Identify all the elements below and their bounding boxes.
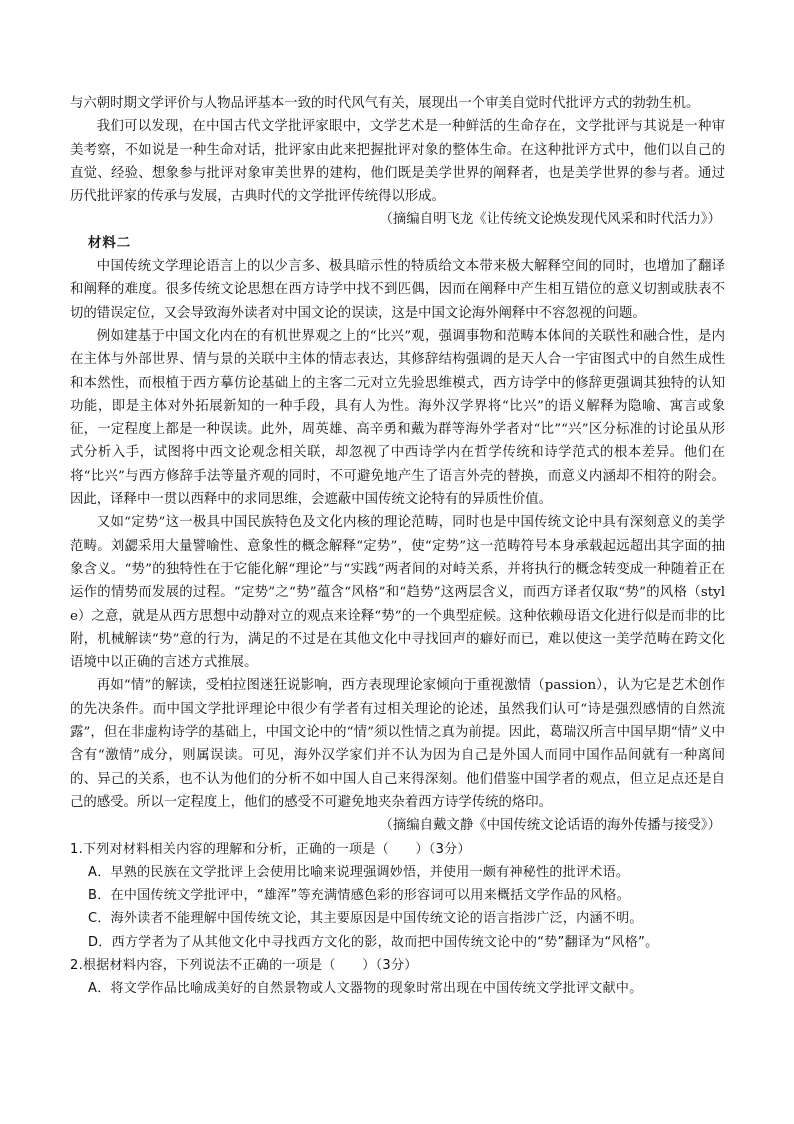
exam-page [70,92,725,1001]
body-paragraph: 再如“情”的解读，受柏拉图迷狂说影响，西方表现理论家倾向于重视激情（passion），认为它是艺术创作的先决条件。而中国文学批评理论中很少有学者有过相关理论的论述，虽然我们认可“诗是强烈感情的自然流露”，但在非虚构诗学的基础上，中国文论中的“情”须以性情之真为前提。因此，葛瑞汉所言中国早期“情”义中含有“激情”成分，则属误读。可见，海外汉学家们并不认为因为自己是外国人而同中国作品间就有一种离间的、异己的关系，也不认为他们的分析不如中国人自己来得深刻。他们借鉴中国学者的观点，但立足点还是自己的感受。所以一定程度上，他们的感受不可避免地夹杂着西方诗学传统的烙印。 [70,678,725,810]
question-1-choice-b: B．在中国传统文学批评中，“雄浑”等充满情感色彩的形容词可以用来概括文学作品的风格。 [88,888,630,904]
question-1-choice-d: D．西方学者为了从其他文化中寻找西方文化的影，故而把中国传统文论中的“势”翻译为“风格”。 [88,934,659,950]
source-citation-1: （摘编自明飞龙《让传统文论焕发现代风采和时代活力》） [379,212,721,228]
body-paragraph: 又如“定势”这一极具中国民族特色及文化内核的理论范畴，同时也是中国传统文论中具有深刻意义的美学范畴。刘勰采用大量譬喻性、意象性的概念解释“定势”，使“定势”这一范畴符号本身承载起远超出其字面的抽象含义。“势”的独特性在于它能化解“理论”与“实践”两者间的对峙关系，并将执行的概念转变成一种随着正在运作的情势而发展的过程。“定势”之“势”蕴含“风格”和“趋势”这两层含义，而西方译者仅取“势”的风格（style）之意，就是从西方思想中动静对立的观点来诠释“势”的一个典型症候。这种依赖母语文化进行似是而非的比附，机械解读“势”意的行为，满足的不过是在其他文化中寻找回声的癖好而已，难以使这一美学范畴在跨文化语境中以正确的言述方式推展。 [70,515,725,671]
continuation-paragraph: 与六朝时期文学评价与人物品评基本一致的时代风气有关，展现出一个审美自觉时代批评方式的勃勃生机。 [70,96,700,111]
question-1-choice-a: A．早熟的民族在文学批评上会使用比喻来说理强调妙悟，并使用一颇有神秘性的批评术语。 [88,864,630,880]
question-2-choice-a: A．将文学作品比喻成美好的自然景物或人文器物的现象时常出现在中国传统文学批评文献中。 [88,981,643,997]
question-1-choice-c: C．海外读者不能理解中国传统文论，其主要原因是中国传统文论的语言指涉广泛，内涵不明。 [88,911,643,927]
material-two-heading: 材料二 [88,235,132,251]
body-paragraph: 中国传统文学理论语言上的以少言多、极具暗示性的特质给文本带来极大解释空间的同时，也增加了翻译和阐释的难度。很多传统文论思想在西方诗学中找不到匹偶，因而在阐释中产生相互错位的意义切割或肤表不切的错误定位，又会导致海外读者对中国文论的误读，这是中国文论海外阐释中不容忽视的问题。 [70,259,725,321]
body-paragraph: 我们可以发现，在中国古代文学批评家眼中，文学艺术是一种鲜活的生命存在，文学批评与其说是一种审美考察，不如说是一种生命对话，批评家由此来把握批评对象的整体生命。在这种批评方式中，他们以自己的直觉、经验、想象参与批评对象审美世界的建构，他们既是美学世界的阐释者，也是美学世界的参与者。通过历代批评家的传承与发展，古典时代的文学批评传统得以形成。 [70,119,725,205]
source-citation-2: （摘编自戴文静《中国传统文论话语的海外传播与接受》） [379,818,721,834]
question-1-stem: 1.下列对材料相关内容的理解和分析，正确的一项是（ ）（3分） [70,841,471,857]
body-paragraph: 例如建基于中国文化内在的有机世界观之上的“比兴”观，强调事物和范畴本体间的关联性和融合性，是内在主体与外部世界、情与景的关联中主体的情志表达，其修辞结构强调的是天人合一宇宙图式中的自然生成性和本然性，而根植于西方摹仿论基础上的主客二元对立先验思维模式，西方诗学中的修辞更强调其独特的认知功能，即是主体对外拓展新知的一种手段，具有人为性。海外汉学界将“比兴”的语义解释为隐喻、寓言或象征，一定程度上都是一种误读。此外，周英雄、高辛勇和戴为群等海外学者对“比”“兴”区分标准的讨论虽从形式分析入手，试图将中西文论观念相关联，却忽视了中西诗学内在哲学传统和诗学范式的根本差异。他们在将“比兴”与西方修辞手法等量齐观的同时，不可避免地产生了语言外壳的替换，而意义内涵却不相符的附会。因此，译释中一贯以西释中的求同思维，会遮蔽中国传统文论特有的异质性价值。 [70,328,725,508]
question-2-stem: 2.根据材料内容，下列说法不正确的一项是（ ）（3分） [70,957,418,973]
